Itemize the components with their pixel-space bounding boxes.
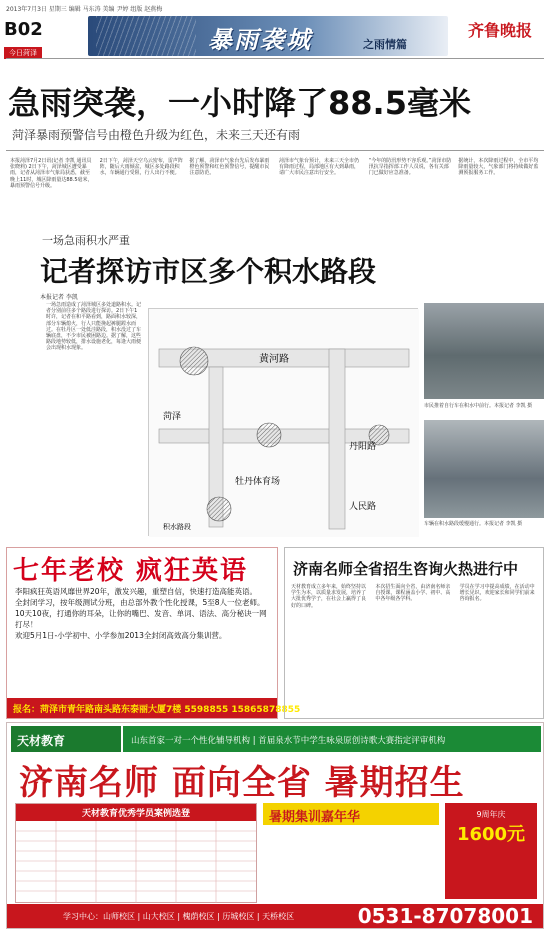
phone-number: 0531-87078001 xyxy=(357,904,533,928)
photo-caption: 市民推着自行车在积水中前行。本报记者 李凯 摄 xyxy=(424,403,533,409)
ad-headline: 济南名师 面向全省 暑期招生 xyxy=(19,763,465,803)
map-label: 丹阳路 xyxy=(349,442,377,452)
ad-paragraph: 欢迎5月1日-小学初中、小学参加2013全封闭高效高分集训营。 xyxy=(15,631,227,640)
map-legend: 积水路段 xyxy=(163,523,191,531)
article-column: 学员在学习中提高成绩，在活动中增长见识，欢迎家长和同学们前来咨询报名。 xyxy=(459,584,535,603)
article-column: 天材教育成立多年来，始终坚持以学生为本，以质量求发展，培养了大批优秀学子，在社会上赢得了良好的口碑。 xyxy=(291,584,367,609)
tiancai-education-ad xyxy=(6,722,544,929)
campus-list: 学习中心：山师校区 | 山大校区 | 槐荫校区 | 历城校区 | 天桥校区 xyxy=(63,911,295,921)
article-body xyxy=(291,584,539,716)
lead-body xyxy=(10,158,542,230)
article-column: 本次招生面向全省，由济南名师亲自授课，课程涵盖小学、初中、高中各年级各学科。 xyxy=(375,584,451,603)
divider xyxy=(6,150,544,151)
article-title: 济南名师全省招生咨询火热进行中 xyxy=(293,560,519,578)
banner-subtitle: 之雨情篇 xyxy=(363,38,407,51)
section-code: B02 xyxy=(4,19,43,40)
map-label: 菏泽 xyxy=(163,412,182,422)
story2-headline: 记者探访市区多个积水路段 xyxy=(40,255,377,288)
summer-banner: 暑期集训嘉年华 xyxy=(263,803,439,825)
anniversary-label: 9周年庆 xyxy=(476,810,506,819)
lead-column: 据了解，菏泽市气象台先后发布暴雨橙色预警和红色预警信号，提醒市民注意防范。 xyxy=(189,158,270,177)
table-grid xyxy=(16,821,256,903)
student-cases-table xyxy=(15,803,257,903)
lead-column: 菏泽市气象台预计，未来三天全市仍有降雨过程，局部地区有大到暴雨，请广大市民注意出行安全。 xyxy=(279,158,360,177)
tiancai-logo: 天材教育 xyxy=(11,726,121,752)
news-photo xyxy=(424,303,544,399)
map-label: 人民路 xyxy=(349,502,377,512)
map-graphic xyxy=(149,309,419,537)
lead-column: 2日下午，菏泽天空乌云密布，雷声阵阵，随后大雨倾盆，城区多处路段积水，车辆通行受阻，行人出行不便。 xyxy=(99,158,183,177)
banner-title: 暴雨袭城 xyxy=(208,26,312,54)
paper-logo: 齐鲁晚报 xyxy=(468,21,533,40)
flood-marker xyxy=(180,347,208,375)
ad-contact-bar xyxy=(7,904,543,928)
lead-column: 据统计，本次降雨过程中，全市平均降雨量较大，气象部门将持续做好监测预报服务工作。 xyxy=(458,158,539,177)
section-banner xyxy=(88,16,448,56)
rain-graphic xyxy=(96,16,196,56)
date-line: 2013年7月3日 星期三 编辑 马东涛 美编 尹婷 组版 赵燕梅 xyxy=(6,6,163,13)
ad-paragraph: 10天10夜，打通你的耳朵，让你的嘴巴、发音、单词、语法、高分秘诀一网打尽！ xyxy=(15,609,267,629)
ad-right-panel xyxy=(263,803,539,903)
story2-byline: 本报记者 李凯 xyxy=(40,294,78,301)
anniversary-price: 1600元 xyxy=(456,824,526,845)
story2-kicker: 一场急雨积水严重 xyxy=(42,234,130,247)
lead-headline: 急雨突袭，一小时降了88.5毫米 xyxy=(8,84,471,122)
lead-column: 本报菏泽7月2日讯(记者 李凯 通讯员 张晓莉) 2日下午，菏泽城区遭受暴雨，记者从菏泽市气象局获悉，截至晚上11时，城区降雨量达88.5毫米，暴雨预警信号升级。 xyxy=(10,158,93,189)
section-tag xyxy=(4,19,82,57)
ad-body xyxy=(15,586,271,641)
flood-marker xyxy=(257,423,281,447)
ad-tagline: 山东首家一对一个性化辅导机构 | 首届泉水节中学生咏泉原创诗歌大赛指定评审机构 xyxy=(123,726,541,752)
lead-column: “今年的防汛形势不容乐观。”菏泽市防汛抗旱指挥部工作人员说，各有关部门已做好应急准备。 xyxy=(368,158,452,177)
lead-subheadline: 菏泽暴雨预警信号由橙色升级为红色，未来三天还有雨 xyxy=(12,128,301,142)
map-label: 牡丹体育场 xyxy=(235,477,281,487)
section-name: 今日菏泽 xyxy=(4,47,42,59)
ad-footer: 报名：菏泽市青年路南头路东泰丽大厦7楼 5598855 15865878855 xyxy=(7,698,277,718)
ad-paragraph: 全封闭学习，按年级测试分班，由总部外教个性化授课，5至8人一位老师。 xyxy=(15,598,265,607)
ad-paragraph: 李阳疯狂英语风靡世界20年，激发兴趣，重塑自信，快速打造高能英语。 xyxy=(15,587,258,596)
table-title: 天材教育优秀学员案例选登 xyxy=(16,804,256,821)
ad-title: 七年老校 疯狂英语 xyxy=(13,556,249,586)
news-photo xyxy=(424,420,544,518)
divider xyxy=(6,58,544,59)
recruitment-article xyxy=(284,547,544,719)
map-label: 黄河路 xyxy=(259,354,289,365)
english-school-ad xyxy=(6,547,301,719)
photo-caption: 车辆在积水路段缓慢通行。本报记者 李凯 摄 xyxy=(424,521,523,527)
flood-marker xyxy=(207,497,231,521)
story2-body: 一场急雨造成了菏泽城区多处道路积水。记者分别前往多个路段进行探访。2日下午1时许，记者在和平路看到，路面积水较深，部分车辆熄火，行人只能挽起裤腿蹚水而过。在牡丹区一处低洼路段，积水没过了车辆底盘，不少市民被困路边。据了解，这些路段地势较低，排水设施老化，每逢大雨便会出现积水现象。 xyxy=(46,302,142,352)
anniversary-badge xyxy=(445,803,537,899)
street-map xyxy=(148,308,418,536)
